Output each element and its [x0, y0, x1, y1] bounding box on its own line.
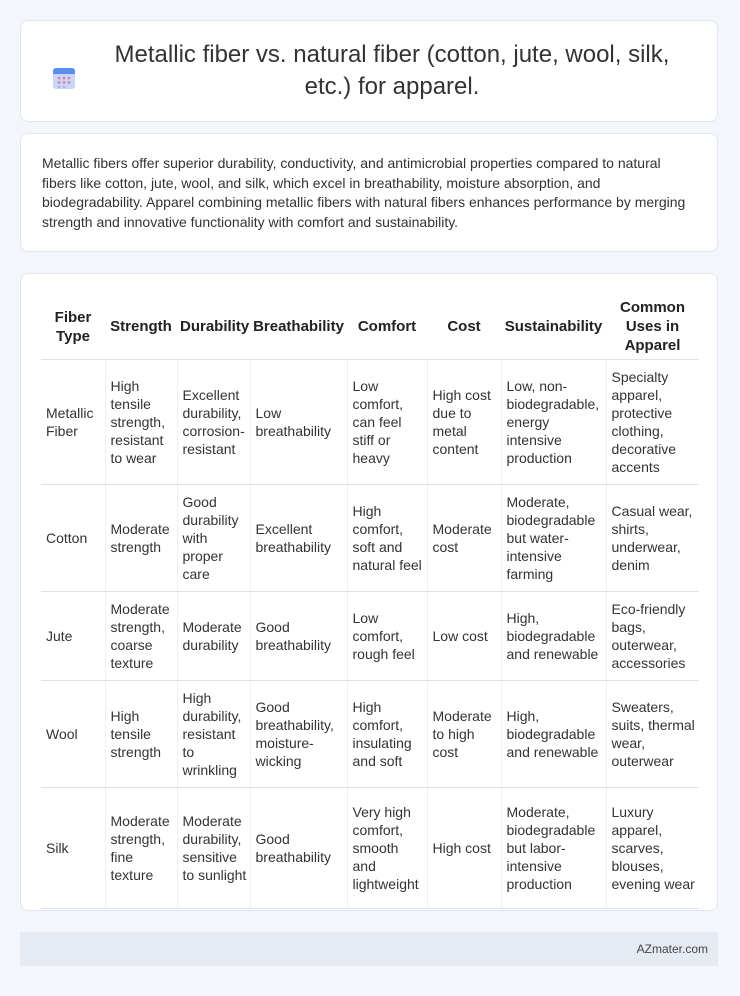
table-cell: Low comfort, rough feel — [347, 592, 427, 681]
intro-text: Metallic fibers offer superior durability, conductivity, and antimicrobial properties compared to natural fibers like cotton, jute, wool, and silk, which excel in breathability, moisture absorption, and biodegradability. Apparel combining metallic fibers with natural fibers enhances performance by merging strength and innovative functionality with comfort and sustainability. — [42, 155, 686, 230]
table-cell: Metallic Fiber — [41, 360, 105, 485]
table-cell: High tensile strength — [105, 681, 177, 788]
table-cell: Moderate, biodegradable but water-intensive farming — [501, 485, 606, 592]
table-header-row — [41, 294, 699, 360]
table-row — [41, 485, 699, 592]
table-cell: High, biodegradable and renewable — [501, 592, 606, 681]
table-cell: Sweaters, suits, thermal wear, outerwear — [606, 681, 699, 788]
table-cell: Moderate, biodegradable but labor-intensive production — [501, 788, 606, 909]
column-header: Common Uses in Apparel — [606, 294, 699, 360]
calendar-icon — [51, 65, 77, 91]
table-row — [41, 788, 699, 909]
table-cell: High cost — [427, 788, 501, 909]
table-cell: Moderate to high cost — [427, 681, 501, 788]
table-cell: Silk — [41, 788, 105, 909]
column-header: Sustainability — [501, 294, 606, 360]
column-header: Fiber Type — [41, 294, 105, 360]
table-cell: Good durability with proper care — [177, 485, 250, 592]
table-cell: Good breathability, moisture-wicking — [250, 681, 347, 788]
table-cell: Luxury apparel, scarves, blouses, evening wear — [606, 788, 699, 909]
table-cell: Low, non-biodegradable, energy intensive production — [501, 360, 606, 485]
table-cell: Low breathability — [250, 360, 347, 485]
table-cell: High comfort, soft and natural feel — [347, 485, 427, 592]
table-cell: Moderate strength — [105, 485, 177, 592]
table-cell: Casual wear, shirts, underwear, denim — [606, 485, 699, 592]
table-cell: Moderate strength, coarse texture — [105, 592, 177, 681]
table-cell: Low comfort, can feel stiff or heavy — [347, 360, 427, 485]
table-cell: Wool — [41, 681, 105, 788]
column-header: Comfort — [347, 294, 427, 360]
table-cell: Jute — [41, 592, 105, 681]
table-cell: Excellent breathability — [250, 485, 347, 592]
table-cell: Eco-friendly bags, outerwear, accessories — [606, 592, 699, 681]
table-cell: Moderate durability, sensitive to sunlight — [177, 788, 250, 909]
table-cell: Specialty apparel, protective clothing, decorative accents — [606, 360, 699, 485]
table-cell: High durability, resistant to wrinkling — [177, 681, 250, 788]
table-cell: Very high comfort, smooth and lightweight — [347, 788, 427, 909]
comparison-table — [41, 294, 699, 909]
page-title: Metallic fiber vs. natural fiber (cotton, jute, wool, silk, etc.) for apparel. — [114, 41, 670, 100]
table-cell: High tensile strength, resistant to wear — [105, 360, 177, 485]
table-cell: Moderate strength, fine texture — [105, 788, 177, 909]
title-card — [20, 20, 718, 122]
table-cell: Good breathability — [250, 788, 347, 909]
table-row — [41, 592, 699, 681]
intro-card — [20, 133, 718, 252]
column-header: Breathability — [250, 294, 347, 360]
column-header: Durability — [177, 294, 250, 360]
table-cell: High cost due to metal content — [427, 360, 501, 485]
footer — [20, 932, 718, 966]
table-cell: Cotton — [41, 485, 105, 592]
column-header: Strength — [105, 294, 177, 360]
table-cell: Excellent durability, corrosion-resistant — [177, 360, 250, 485]
table-cell: Moderate cost — [427, 485, 501, 592]
footer-brand: AZmater.com — [636, 942, 708, 956]
table-cell: Good breathability — [250, 592, 347, 681]
comparison-table-card — [20, 273, 718, 911]
table-row — [41, 681, 699, 788]
column-header: Cost — [427, 294, 501, 360]
table-cell: Moderate durability — [177, 592, 250, 681]
table-row — [41, 360, 699, 485]
table-cell: High comfort, insulating and soft — [347, 681, 427, 788]
table-cell: Low cost — [427, 592, 501, 681]
table-cell: High, biodegradable and renewable — [501, 681, 606, 788]
